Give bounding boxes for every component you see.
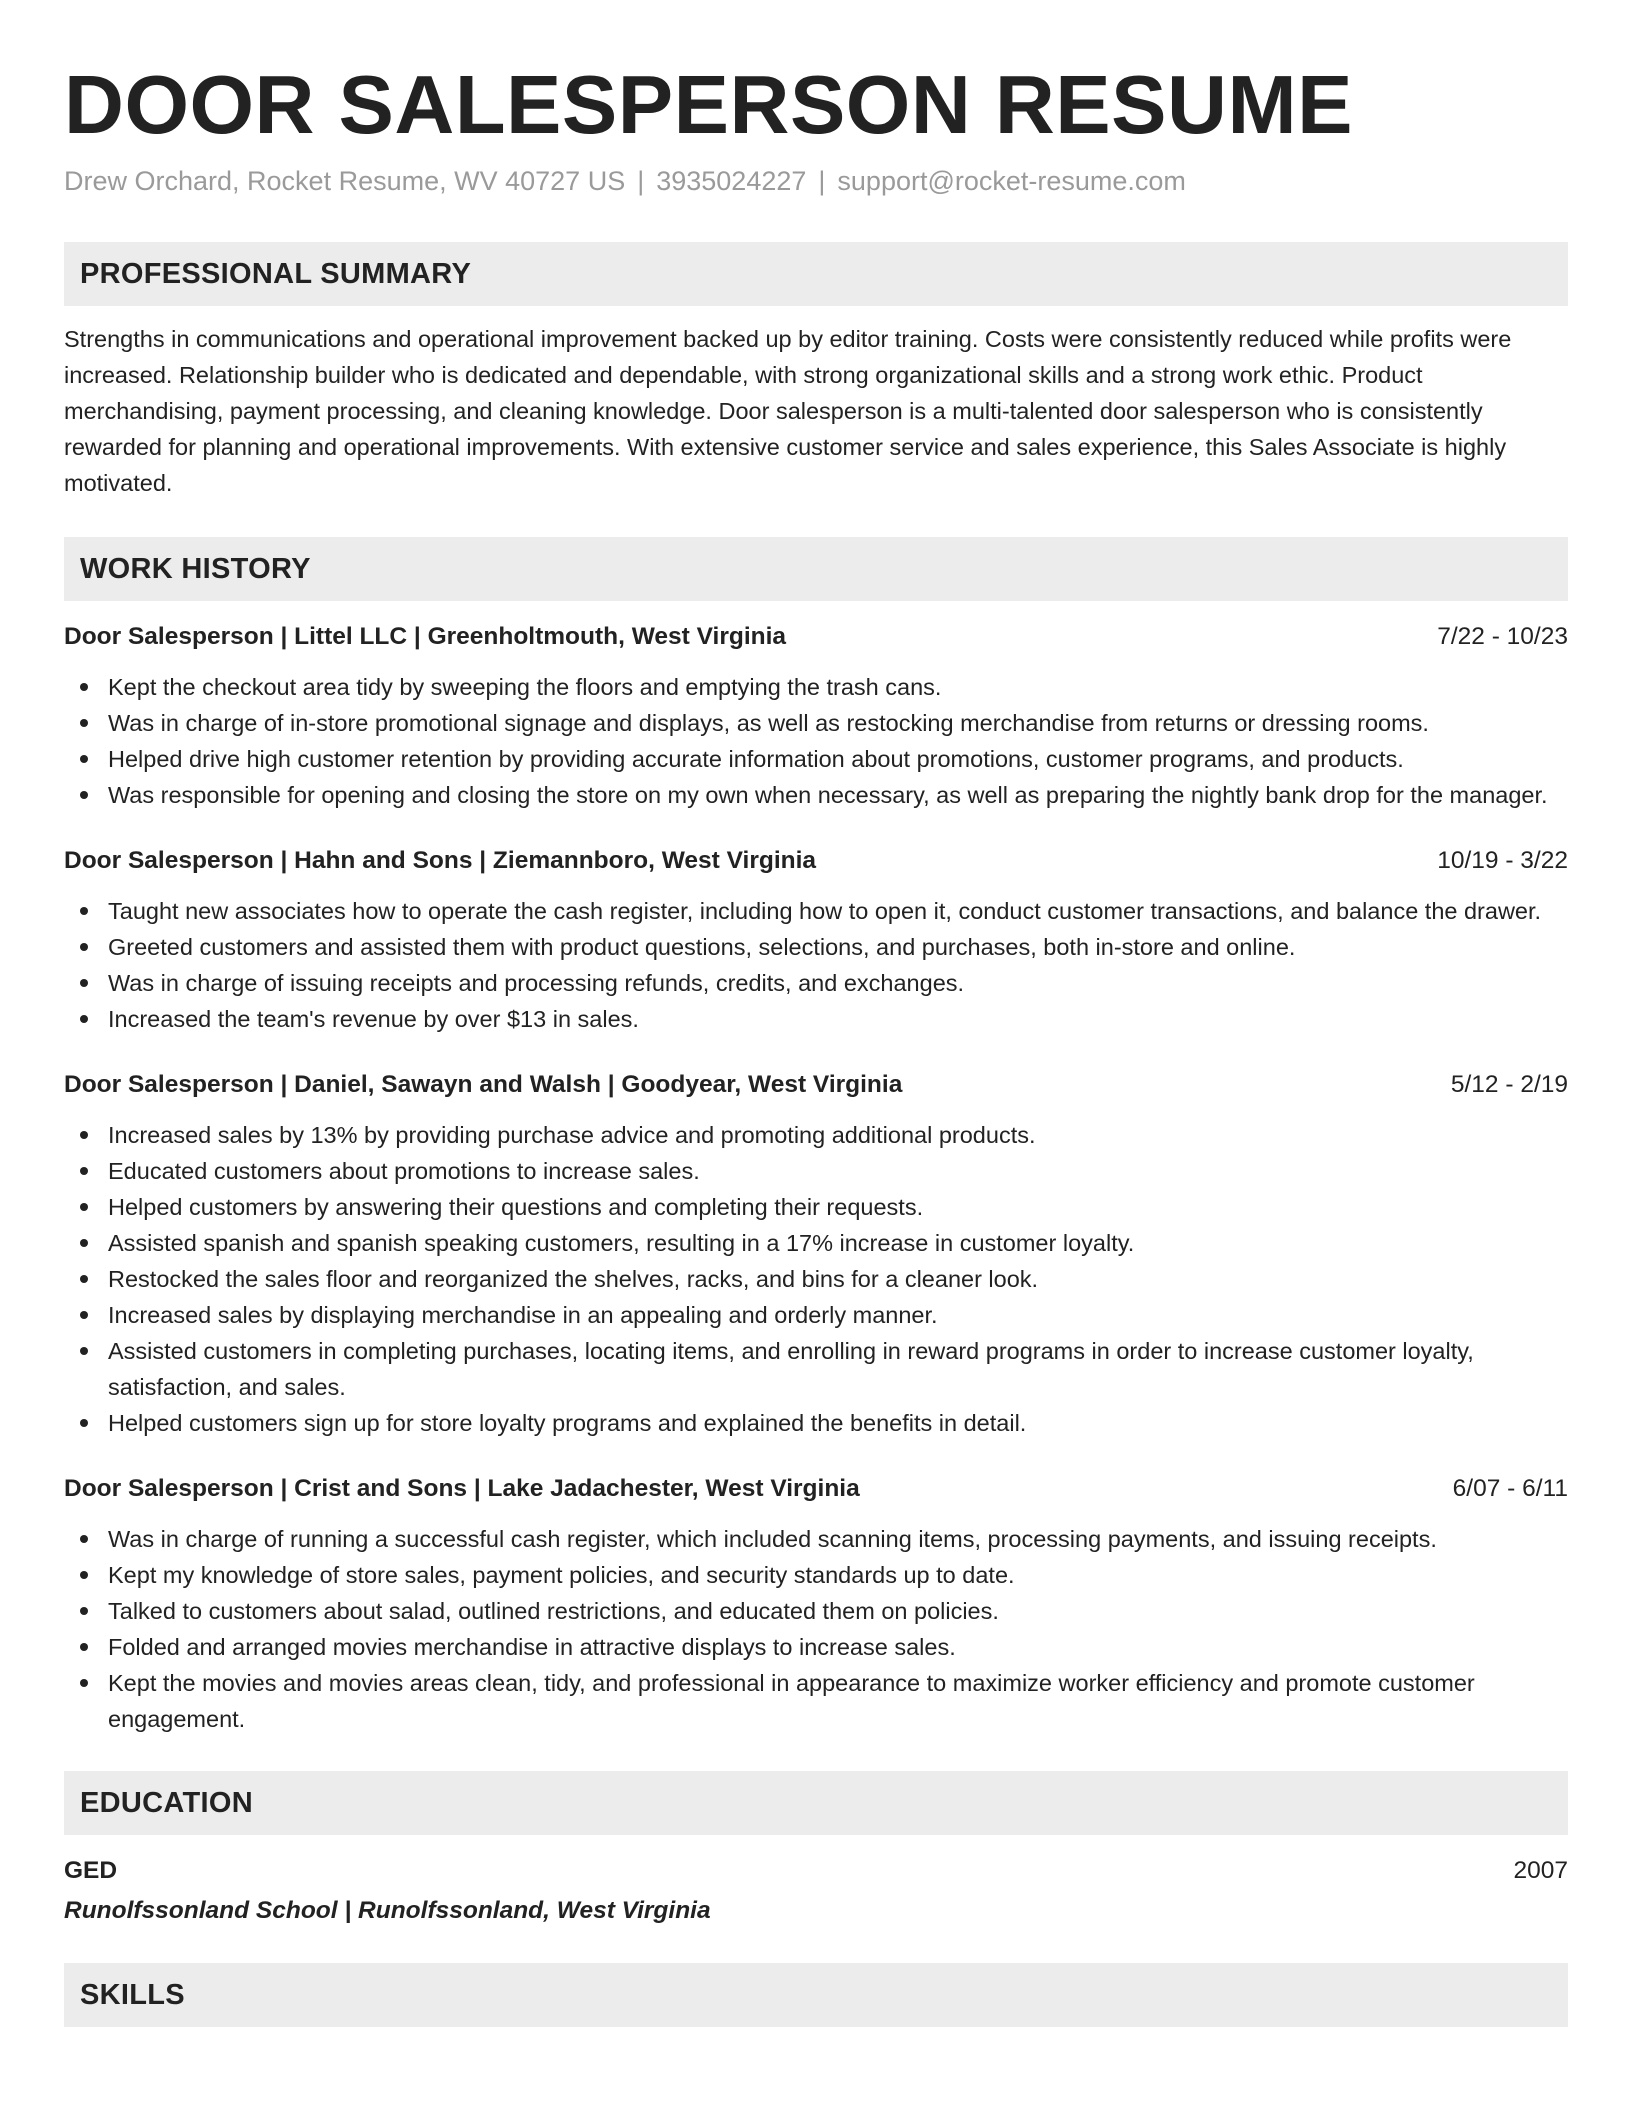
- job-bullet: Assisted spanish and spanish speaking customers, resulting in a 17% increase in customer loyalty.: [108, 1225, 1568, 1261]
- contact-email: support@rocket-resume.com: [837, 166, 1186, 196]
- job-bullet: Was responsible for opening and closing the store on my own when necessary, as well as preparing the nightly bank drop for the manager.: [108, 777, 1568, 813]
- education-year: 2007: [1513, 1857, 1568, 1884]
- work-history-list: [64, 619, 1568, 1737]
- job-bullet: Was in charge of running a successful cash register, which included scanning items, processing payments, and issuing receipts.: [108, 1521, 1568, 1557]
- job-header: [64, 1067, 1568, 1103]
- section-header-education: EDUCATION: [64, 1771, 1568, 1835]
- job-bullet: Helped customers sign up for store loyalty programs and explained the benefits in detail.: [108, 1405, 1568, 1441]
- section-header-skills: SKILLS: [64, 1963, 1568, 2027]
- job-bullet: Taught new associates how to operate the cash register, including how to open it, conduct customer transactions, and balance the drawer.: [108, 893, 1568, 929]
- job-bullet: Talked to customers about salad, outlined restrictions, and educated them on policies.: [108, 1593, 1568, 1629]
- job-entry: [64, 843, 1568, 1037]
- job-bullet: Kept my knowledge of store sales, payment policies, and security standards up to date.: [108, 1557, 1568, 1593]
- job-bullet: Restocked the sales floor and reorganized the shelves, racks, and bins for a cleaner look.: [108, 1261, 1568, 1297]
- job-bullets: [64, 1521, 1568, 1737]
- job-header: [64, 619, 1568, 655]
- job-header: [64, 843, 1568, 879]
- section-header-professional-summary: PROFESSIONAL SUMMARY: [64, 242, 1568, 306]
- job-entry: [64, 619, 1568, 813]
- resume-title: DOOR SALESPERSON RESUME: [64, 58, 1353, 151]
- job-bullet: Increased the team's revenue by over $13 in sales.: [108, 1001, 1568, 1037]
- job-bullets: [64, 893, 1568, 1037]
- job-dates: 6/07 - 6/11: [1452, 1475, 1568, 1502]
- job-bullet: Helped drive high customer retention by providing accurate information about promotions, customer programs, and products.: [108, 741, 1568, 777]
- job-bullets: [64, 669, 1568, 813]
- section-header-work-history: WORK HISTORY: [64, 537, 1568, 601]
- job-title: Door Salesperson | Crist and Sons | Lake Jadachester, West Virginia: [64, 1475, 860, 1502]
- job-dates: 10/19 - 3/22: [1437, 847, 1568, 874]
- education-degree: GED: [64, 1857, 118, 1884]
- job-header: [64, 1471, 1568, 1507]
- job-entry: [64, 1471, 1568, 1737]
- job-bullet: Kept the checkout area tidy by sweeping the floors and emptying the trash cans.: [108, 669, 1568, 705]
- job-title: Door Salesperson | Hahn and Sons | Ziemannboro, West Virginia: [64, 847, 817, 874]
- job-bullet: Kept the movies and movies areas clean, tidy, and professional in appearance to maximize worker efficiency and promote customer engagement.: [108, 1665, 1568, 1737]
- job-bullet: Increased sales by 13% by providing purchase advice and promoting additional products.: [108, 1117, 1568, 1153]
- job-bullet: Increased sales by displaying merchandise in an appealing and orderly manner.: [108, 1297, 1568, 1333]
- job-dates: 7/22 - 10/23: [1437, 623, 1568, 650]
- job-bullet: Helped customers by answering their questions and completing their requests.: [108, 1189, 1568, 1225]
- contact-address: Drew Orchard, Rocket Resume, WV 40727 US: [64, 166, 626, 196]
- job-bullet: Greeted customers and assisted them with product questions, selections, and purchases, both in-store and online.: [108, 929, 1568, 965]
- job-bullet: Was in charge of in-store promotional signage and displays, as well as restocking merchandise from returns or dressing rooms.: [108, 705, 1568, 741]
- contact-separator: |: [637, 166, 645, 196]
- contact-separator: |: [818, 166, 826, 196]
- job-title: Door Salesperson | Daniel, Sawayn and Walsh | Goodyear, West Virginia: [64, 1071, 903, 1098]
- contact-phone: 3935024227: [656, 166, 807, 196]
- education-school: Runolfssonland School | Runolfssonland, West Virginia: [64, 1897, 711, 1924]
- summary-text: Strengths in communications and operational improvement backed up by editor training. Costs were consistently reduced while profits were increased. Relationship builder who is dedicated and dependable, with strong organizational skills and a strong work ethic. Product merchandising, payment processing, and cleaning knowledge. Door salesperson is a multi-talented door salesperson who is consistently rewarded for planning and operational improvements. With extensive customer service and sales experience, this Sales Associate is highly motivated.: [64, 326, 1512, 496]
- job-bullets: [64, 1117, 1568, 1441]
- job-bullet: Was in charge of issuing receipts and processing refunds, credits, and exchanges.: [108, 965, 1568, 1001]
- job-entry: [64, 1067, 1568, 1441]
- job-bullet: Folded and arranged movies merchandise in attractive displays to increase sales.: [108, 1629, 1568, 1665]
- job-bullet: Educated customers about promotions to increase sales.: [108, 1153, 1568, 1189]
- contact-line: [64, 164, 1568, 198]
- job-bullet: Assisted customers in completing purchases, locating items, and enrolling in reward programs in order to increase customer loyalty, satisfaction, and sales.: [108, 1333, 1568, 1405]
- job-title: Door Salesperson | Littel LLC | Greenholtmouth, West Virginia: [64, 623, 787, 650]
- job-dates: 5/12 - 2/19: [1450, 1071, 1568, 1098]
- education-header: [64, 1853, 1568, 1889]
